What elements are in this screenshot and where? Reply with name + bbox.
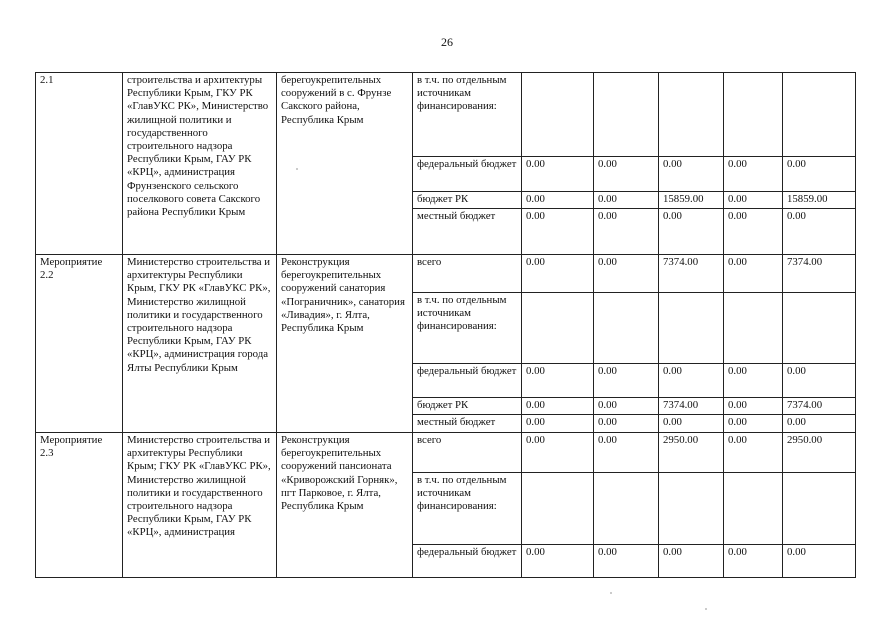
object-cell: берегоукрепительных сооружений в с. Фрунзе Сакского района, Республика Крым: [277, 73, 413, 255]
scan-speck: [705, 608, 707, 610]
value-cell: 0.00: [659, 157, 724, 192]
source-label: в т.ч. по отдельным источникам финансирования:: [413, 473, 522, 545]
value-cell: [783, 73, 856, 157]
value-cell: [724, 73, 783, 157]
executors-cell: Министерство строительства и архитектуры Республики Крым; ГКУ РК «ГлавУКС РК», Министерство жилищной политики и государственного строительного надзора Республики Крым, ГАУ РК «КРЦ», администрация: [123, 433, 277, 578]
value-cell: 15859.00: [783, 192, 856, 209]
value-cell: [522, 473, 594, 545]
value-cell: 0.00: [522, 433, 594, 473]
value-cell: 0.00: [724, 398, 783, 415]
value-cell: 0.00: [659, 415, 724, 433]
source-label: бюджет РК: [413, 192, 522, 209]
measure-code: Мероприятие 2.2: [36, 255, 123, 433]
value-cell: [724, 293, 783, 364]
value-cell: 7374.00: [783, 398, 856, 415]
scan-speck: [610, 592, 612, 594]
source-label: местный бюджет: [413, 415, 522, 433]
value-cell: 7374.00: [783, 255, 856, 293]
source-label: бюджет РК: [413, 398, 522, 415]
source-label: федеральный бюджет: [413, 364, 522, 398]
value-cell: 0.00: [594, 415, 659, 433]
value-cell: 0.00: [522, 398, 594, 415]
value-cell: 0.00: [594, 157, 659, 192]
value-cell: 0.00: [594, 209, 659, 255]
value-cell: 0.00: [724, 209, 783, 255]
executors-cell: строительства и архитектуры Республики Крым, ГКУ РК «ГлавУКС РК», Министерство жилищной политики и государственного строительного надзора Республики Крым, ГАУ РК «КРЦ», администрация Фрунзенского сельского поселкового совета Сакского района Республики Крым: [123, 73, 277, 255]
source-label: всего: [413, 433, 522, 473]
value-cell: 0.00: [522, 545, 594, 578]
page-number: 26: [441, 35, 453, 49]
value-cell: [659, 473, 724, 545]
funding-table: [35, 72, 856, 578]
value-cell: [659, 293, 724, 364]
value-cell: 0.00: [783, 157, 856, 192]
value-cell: 0.00: [724, 364, 783, 398]
value-cell: 0.00: [594, 364, 659, 398]
value-cell: 0.00: [594, 192, 659, 209]
value-cell: 0.00: [783, 364, 856, 398]
value-cell: [783, 293, 856, 364]
object-cell: Реконструкция берегоукрепительных сооружений пансионата «Криворожский Горняк», пгт Парковое, г. Ялта, Республика Крым: [277, 433, 413, 578]
value-cell: 0.00: [783, 209, 856, 255]
table-row: [36, 255, 856, 293]
value-cell: [594, 473, 659, 545]
value-cell: 0.00: [522, 192, 594, 209]
source-label: всего: [413, 255, 522, 293]
value-cell: 0.00: [594, 433, 659, 473]
value-cell: [522, 293, 594, 364]
measure-code: Мероприятие 2.3: [36, 433, 123, 578]
value-cell: 0.00: [783, 415, 856, 433]
value-cell: 0.00: [783, 545, 856, 578]
source-label: федеральный бюджет: [413, 157, 522, 192]
value-cell: 2950.00: [659, 433, 724, 473]
value-cell: 7374.00: [659, 255, 724, 293]
value-cell: 0.00: [724, 157, 783, 192]
value-cell: 15859.00: [659, 192, 724, 209]
value-cell: 0.00: [522, 415, 594, 433]
value-cell: [594, 73, 659, 157]
source-label: в т.ч. по отдельным источникам финансирования:: [413, 293, 522, 364]
value-cell: 0.00: [522, 255, 594, 293]
value-cell: 0.00: [522, 157, 594, 192]
value-cell: [594, 293, 659, 364]
value-cell: [659, 73, 724, 157]
value-cell: 0.00: [594, 545, 659, 578]
value-cell: [783, 473, 856, 545]
source-label: в т.ч. по отдельным источникам финансирования:: [413, 73, 522, 157]
value-cell: 7374.00: [659, 398, 724, 415]
value-cell: [724, 473, 783, 545]
value-cell: 0.00: [724, 192, 783, 209]
value-cell: 0.00: [522, 364, 594, 398]
table-row: [36, 73, 856, 157]
value-cell: 0.00: [659, 364, 724, 398]
source-label: местный бюджет: [413, 209, 522, 255]
value-cell: 0.00: [724, 433, 783, 473]
value-cell: 0.00: [659, 209, 724, 255]
value-cell: 0.00: [522, 209, 594, 255]
value-cell: 2950.00: [783, 433, 856, 473]
table-row: [36, 433, 856, 473]
value-cell: 0.00: [659, 545, 724, 578]
value-cell: 0.00: [594, 398, 659, 415]
executors-cell: Министерство строительства и архитектуры Республики Крым, ГКУ РК «ГлавУКС РК», Министерство жилищной политики и государственного строительного надзора Республики Крым, ГАУ РК «КРЦ», администрация города Ялты Республики Крым: [123, 255, 277, 433]
measure-code: 2.1: [36, 73, 123, 255]
value-cell: [522, 73, 594, 157]
scan-speck: [296, 168, 298, 170]
value-cell: 0.00: [724, 255, 783, 293]
value-cell: 0.00: [594, 255, 659, 293]
object-cell: Реконструкция берегоукрепительных сооружений санатория «Пограничник», санатория «Ливадия», г. Ялта, Республика Крым: [277, 255, 413, 433]
value-cell: 0.00: [724, 545, 783, 578]
source-label: федеральный бюджет: [413, 545, 522, 578]
value-cell: 0.00: [724, 415, 783, 433]
